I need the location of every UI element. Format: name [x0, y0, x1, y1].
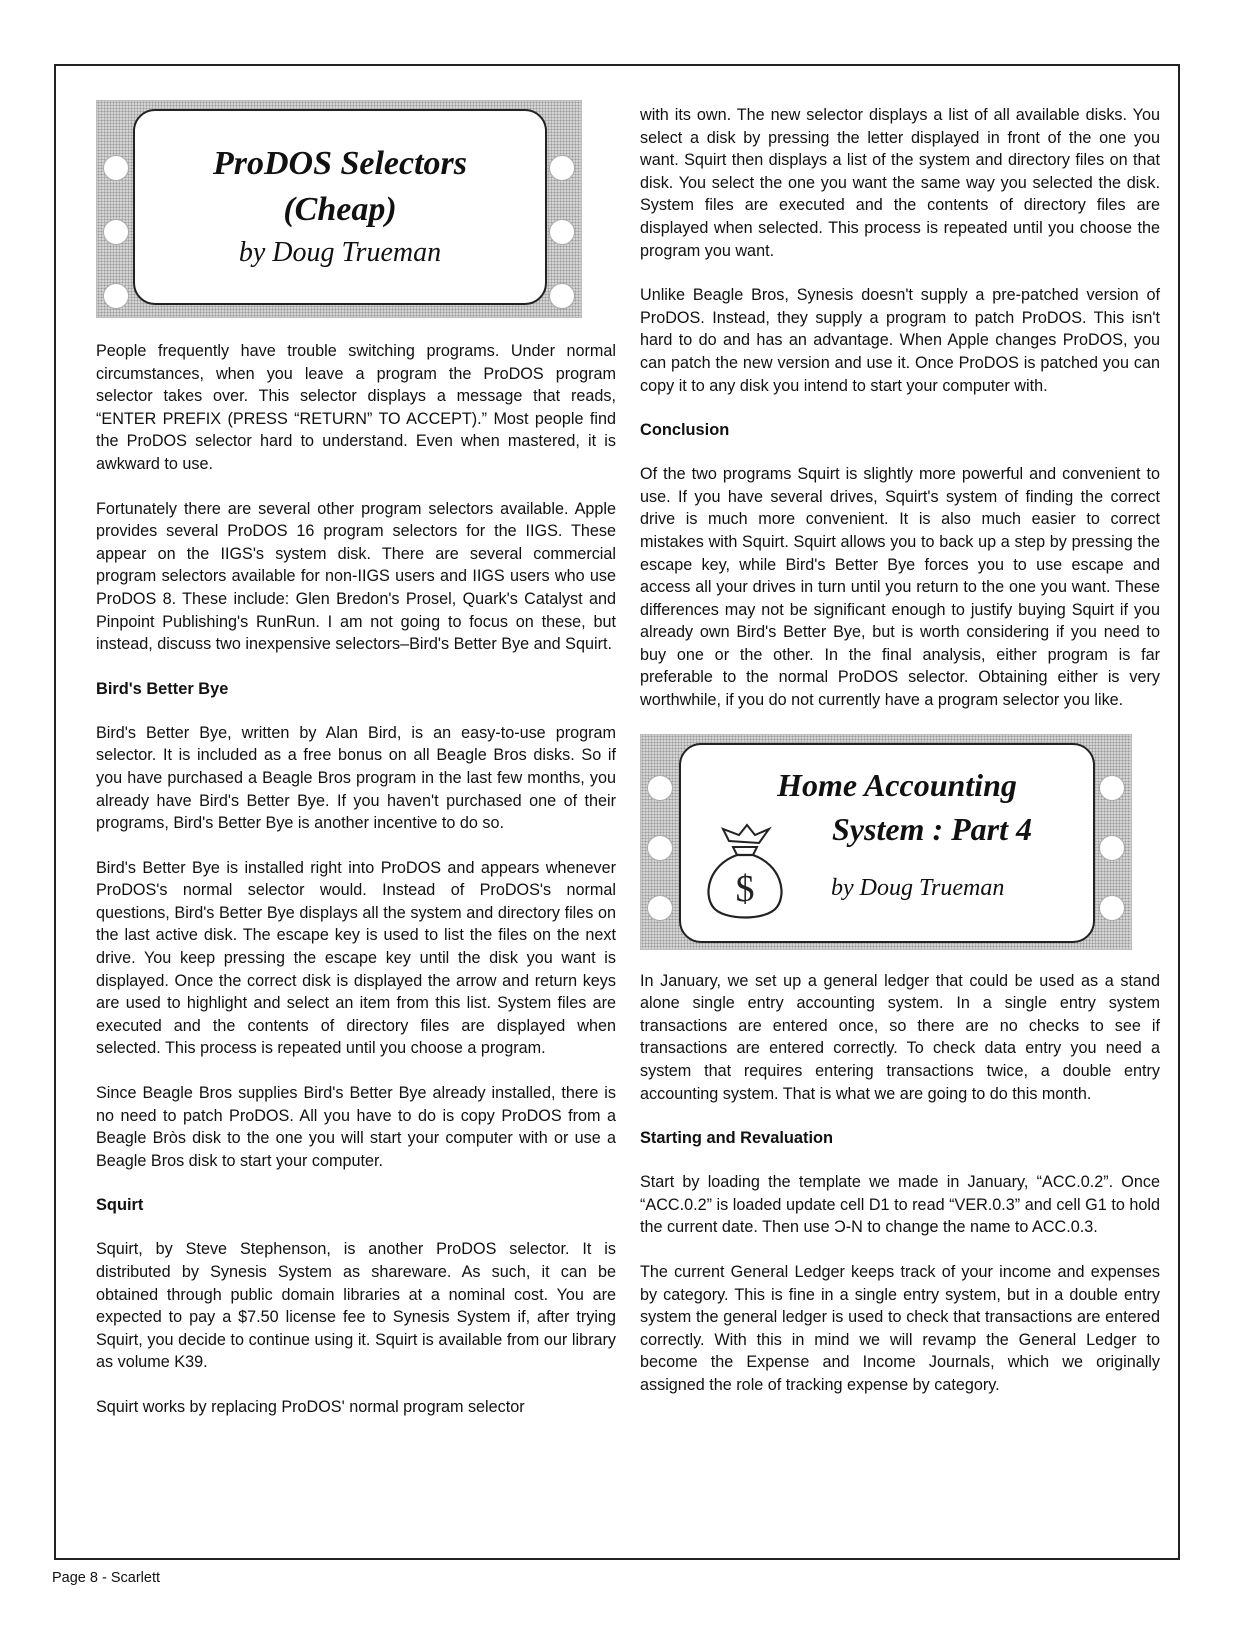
page-frame [54, 64, 1180, 1560]
punch-hole-icon [549, 283, 575, 309]
punch-hole-icon [103, 283, 129, 309]
section-heading: Conclusion [640, 421, 730, 440]
body-paragraph: Bird's Better Bye, written by Alan Bird, is an easy-to-use program selector. It is included as a free bonus on all Beagle Bros disks. So if you have purchased a Beagle Bros program in the last few months, you already have Bird's Better Bye. If you haven't purchased one of their programs, Bird's Better Bye is another incentive to do so. [96, 723, 616, 833]
body-paragraph: Since Beagle Bros supplies Bird's Better Bye already installed, there is no need to patch ProDOS. All you have to do is copy ProDOS from a Beagle Bròs disk to the one you will start your computer with or use a Beagle Bros disk to start your computer. [96, 1084, 616, 1170]
money-bag-icon [699, 823, 789, 923]
article-title: ProDOS Selectors [212, 145, 468, 182]
article-title-banner [96, 100, 582, 318]
body-paragraph: In January, we set up a general ledger that could be used as a stand alone single entry accounting system. In a single entry system transactions are entered once, so there are no checks to see if transactions are entered correctly. To check data entry you need a system that requires entering transactions twice, a double entry accounting system. That is what we are going to do this month. [640, 971, 1160, 1103]
body-paragraph: The current General Ledger keeps track of your income and expenses by category. This is fine in a single entry system, but in a double entry system the general ledger is used to check that transactions are entered correctly. With this in mind we will revamp the General Ledger to become the Expense and Income Journals, which we originally assigned the role of tracking expense by category. [640, 1263, 1160, 1394]
intro-paragraph: People frequently have trouble switching programs. Under normal circumstances, when you leave a program the ProDOS program selector takes over. This selector displays a message that reads, “ENTER PREFIX (PRESS “RETURN” TO ACCEPT).” Most people find the ProDOS selector hard to understand. Even when mastered, it is awkward to use. [96, 342, 616, 473]
punch-hole-icon [647, 895, 673, 921]
punch-hole-icon [549, 155, 575, 181]
body-paragraph: Squirt, by Steve Stephenson, is another ProDOS selector. It is distributed by Synesis System as shareware. As such, it can be obtained through public domain libraries at a nominal cost. You are expected to pay a $7.50 license fee to Synesis System if, after trying Squirt, you decide to continue using it. Squirt is available from our library as volume K39. [96, 1240, 616, 1372]
punch-hole-icon [647, 835, 673, 861]
body-paragraph: Bird's Better Bye is installed right into ProDOS and appears whenever ProDOS's normal selector would. Instead of ProDOS's normal questions, Bird's Better Bye displays all the system and directory files on the last active disk. The escape key is used to list the files on the next drive. You keep pressing the escape key until the disk you want is displayed. Once the correct disk is displayed the arrow and return keys are used to highlight and select an item from this list. System files are executed and the contents of directory files are displayed when selected. This process is repeated until you choose a program. [96, 858, 616, 1058]
left-column [96, 66, 616, 1419]
article-title-line2: (Cheap) [283, 191, 397, 228]
article-title-banner [640, 734, 1132, 950]
section-heading: Starting and Revaluation [640, 1129, 834, 1148]
section-heading: Bird's Better Bye [96, 679, 229, 698]
punch-hole-icon [103, 155, 129, 181]
title-card [133, 109, 547, 305]
dollar-sign-label: $ [735, 867, 755, 910]
section-heading: Squirt [96, 1196, 144, 1215]
body-paragraph: Unlike Beagle Bros, Synesis doesn't supply a pre-patched version of ProDOS. Instead, they supply a program to patch ProDOS. This isn't hard to do and has an advantage. When Apple changes ProDOS, you can patch the new version and use it. Once ProDOS is patched you can copy it to any disk you intend to start your computer with. [640, 286, 1160, 395]
punch-hole-icon [1099, 895, 1125, 921]
punch-hole-icon [549, 219, 575, 245]
punch-hole-icon [103, 219, 129, 245]
body-paragraph: with its own. The new selector displays a list of all available disks. You select a disk by pressing the letter displayed in front of the one you want. Squirt then displays a list of the system and directory files on that disk. You select the one you want the same way you selected the disk. System files are executed and the contents of directory files are displayed when selected. This process is repeated until you choose the program you want. [640, 106, 1160, 260]
body-paragraph: Start by loading the template we made in January, “ACC.0.2”. Once “ACC.0.2” is loaded update cell D1 to read “VER.0.3” and cell G1 to hold the current date. Then use Ɔ-N to change the name to ACC.0.3. [640, 1173, 1160, 1237]
punch-hole-icon [1099, 835, 1125, 861]
body-paragraph: Of the two programs Squirt is slightly more powerful and convenient to use. If you have several drives, Squirt's system of finding the correct drive is much more convenient. It is also much easier to correct mistakes with Squirt. Squirt allows you to back up a step by pressing the escape key, while Bird's Better Bye forces you to use escape and access all your drives in turn until you return to the one you want. These differences may not be significant enough to justify buying Squirt if you already own Bird's Better Bye, but is worth considering if you need to buy one or the other. In the final analysis, either program is far preferable to the normal ProDOS selector. Obtaining either is very worthwhile, if you do not currently have a program selector you like. [640, 465, 1160, 710]
punch-hole-icon [1099, 775, 1125, 801]
punch-hole-icon [647, 775, 673, 801]
intro-paragraph: Fortunately there are several other program selectors available. Apple provides several ProDOS 16 program selectors for the IIGS. These appear on the IIGS's system disk. There are several commercial program selectors available for non-IIGS users and IIGS users who use ProDOS 8. These include: Glen Bredon's Prosel, Quark's Catalyst and Pinpoint Publishing's RunRun. I am not going to focus on these, but instead, discuss two inexpensive selectors–Bird's Better Bye and Squirt. [96, 499, 616, 654]
article-byline: by Doug Trueman [831, 874, 1005, 901]
page-footer: Page 8 - Scarlett [52, 1570, 160, 1586]
body-paragraph: Squirt works by replacing ProDOS' normal program selector [96, 1397, 525, 1416]
article-title-line2: System : Part 4 [832, 810, 1032, 847]
article-title: Home Accounting [777, 766, 1017, 803]
article-byline: by Doug Trueman [238, 237, 442, 268]
right-column [640, 66, 1160, 1397]
title-card [679, 743, 1095, 943]
